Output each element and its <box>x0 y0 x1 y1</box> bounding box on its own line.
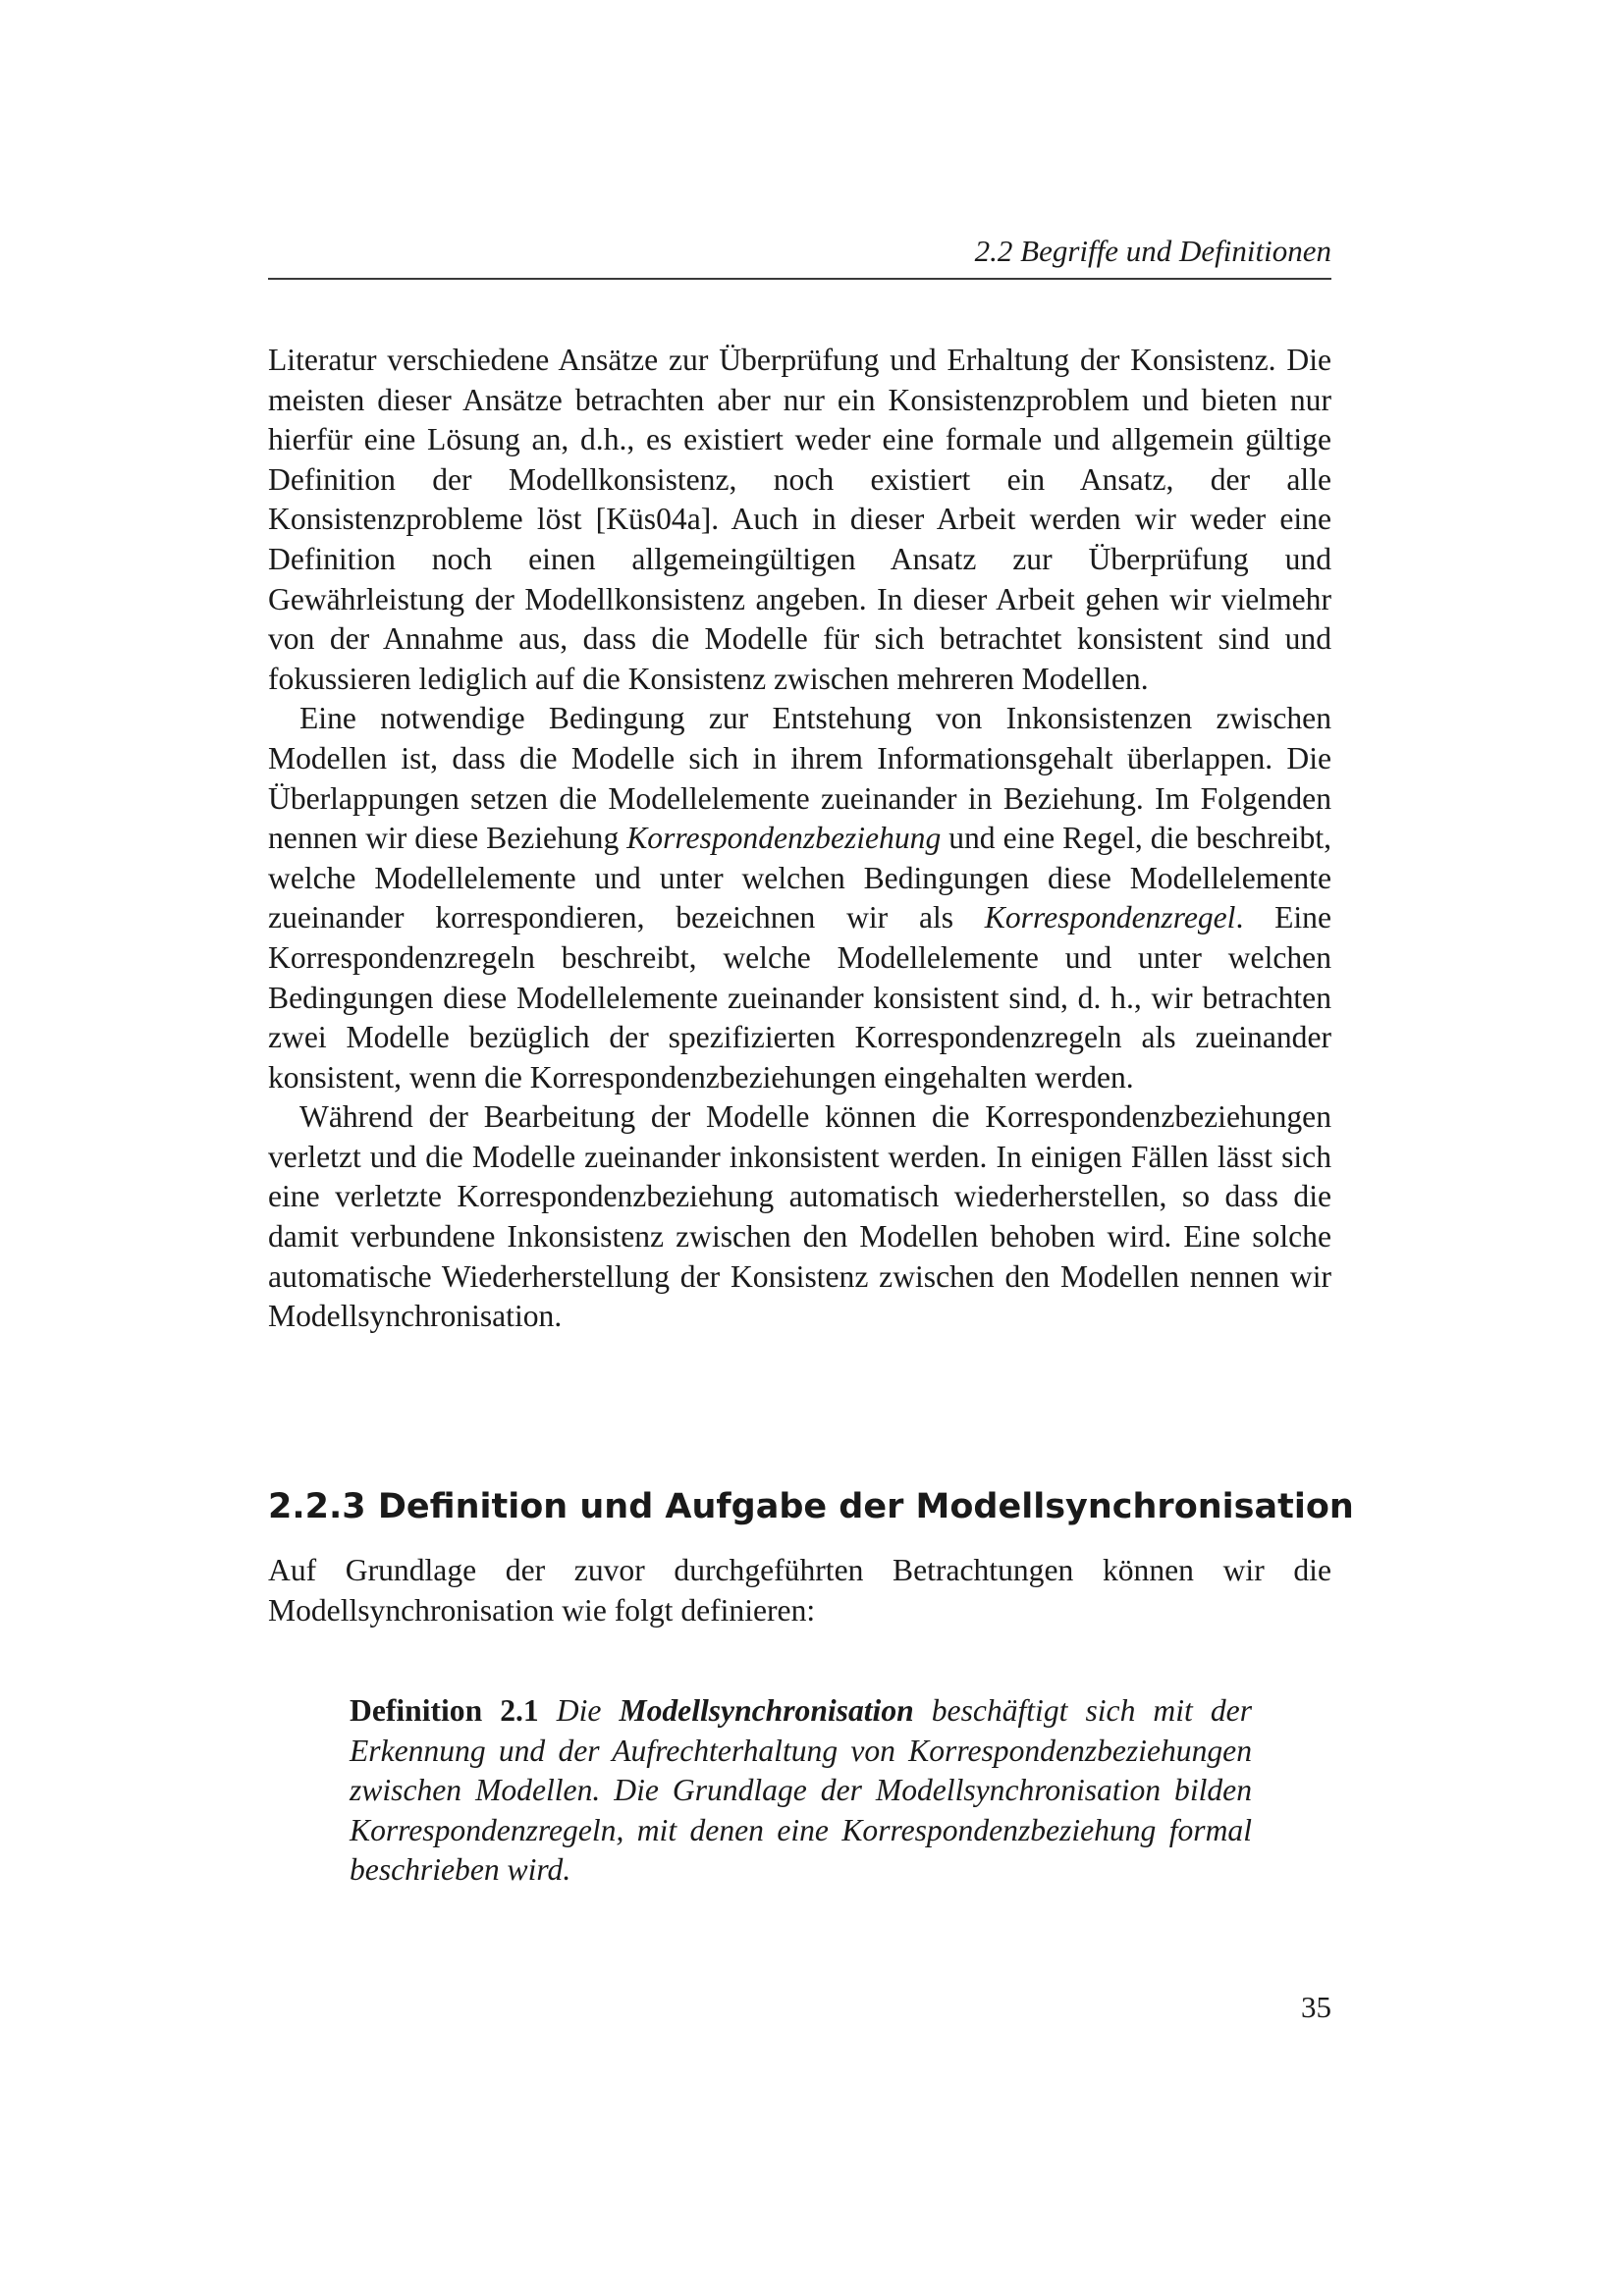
definition-label: Definition 2.1 <box>350 1693 539 1728</box>
paragraph-2 <box>268 699 1331 1097</box>
section-heading: 2.2.3 Definition und Aufgabe der Modellsynchronisation <box>268 1487 1354 1526</box>
paragraph-2-part-c: . Eine Korrespondenzregeln beschreibt, welche Modellelemente und unter welchen Bedingungen diese Modellelemente zueinander konsistent sind, d. h., wir betrachten zwei Modelle bezüglich der spezifizierten Korrespondenzregeln als zueinander konsistent, wenn die Korrespondenzbeziehungen eingehalten werden. <box>268 900 1331 1095</box>
definition-block <box>350 1691 1252 1891</box>
section-intro-paragraph: Auf Grundlage der zuvor durchgeführten Betrachtungen können wir die Modellsynchronisation wie folgt definieren: <box>268 1553 1331 1628</box>
term-korrespondenzregel: Korrespondenzregel <box>984 900 1236 935</box>
running-header: 2.2 Begriffe und Definitionen <box>974 234 1331 268</box>
paragraph-3: Während der Bearbeitung der Modelle können die Korrespondenzbeziehungen verletzt und die Modelle zueinander inkonsistent werden. In einigen Fällen lässt sich eine verletzte Korrespondenzbeziehung automatisch wiederherstellen, so dass die damit verbundene Inkonsistenz zwischen den Modellen behoben wird. Eine solche automatische Wiederherstellung der Konsistenz zwischen den Modellen nennen wir Modellsynchronisation. <box>268 1099 1331 1334</box>
definition-text-b: beschäftigt sich mit der Erkennung und der Aufrechterhaltung von Korrespondenzbeziehungen zwischen Modellen. Die Grundlage der Modellsynchronisation bilden Korrespondenzregeln, mit denen eine Korrespondenzbeziehung formal beschrieben wird. <box>350 1693 1252 1887</box>
paragraph-1: Literatur verschiedene Ansätze zur Überprüfung und Erhaltung der Konsistenz. Die meisten dieser Ansätze betrachten aber nur ein Konsistenzproblem und bieten nur hierfür eine Lösung an, d.h., es existiert weder eine formale und allgemein gültige Definition der Modellkonsistenz, noch existiert ein Ansatz, der alle Konsistenzprobleme löst [Küs04a]. Auch in dieser Arbeit werden wir weder eine Definition noch einen allgemeingültigen Ansatz zur Überprüfung und Gewährleistung der Modellkonsistenz angeben. In dieser Arbeit gehen wir vielmehr von der Annahme aus, dass die Modelle für sich betrachtet konsistent sind und fokussieren lediglich auf die Konsistenz zwischen mehreren Modellen. <box>268 343 1331 696</box>
definition-term: Modellsynchronisation <box>619 1693 914 1728</box>
header-rule <box>268 278 1331 280</box>
main-body-text <box>268 341 1331 1337</box>
definition-text-a: Die <box>556 1693 620 1728</box>
term-korrespondenzbeziehung: Korrespondenzbeziehung <box>626 821 942 856</box>
paragraph-2-part-a: Eine notwendige Bedingung zur Entstehung von Inkonsistenzen zwischen Modellen ist, dass die Modelle sich in ihrem Informationsgehalt überlappen. Die Überlappungen setzen die Modellelemente zueinander in Beziehung. Im Folgenden nennen wir diese Beziehung <box>268 701 1331 856</box>
section-intro-text <box>268 1551 1331 1630</box>
paragraph-2-part-b: und eine Regel, die beschreibt, welche Modellelemente und unter welchen Bedingungen diese Modellelemente zueinander korrespondieren, bezeichnen wir als <box>268 821 1332 935</box>
page-number: 35 <box>1301 1990 1331 2024</box>
